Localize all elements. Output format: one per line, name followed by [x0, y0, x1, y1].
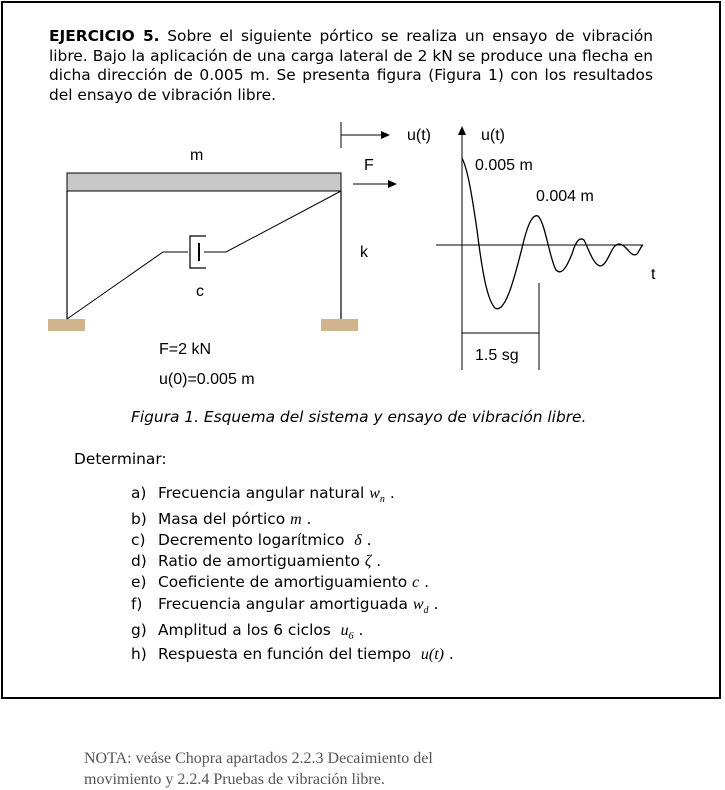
- peak-2-label: 0.004 m: [536, 188, 594, 205]
- task-item: [131, 645, 454, 664]
- task-suffix: .: [306, 510, 312, 528]
- peak-1-label: 0.005 m: [475, 157, 533, 174]
- exercise-heading: EJERCICIO 5.: [49, 27, 160, 45]
- task-suffix: .: [358, 621, 364, 639]
- frame-diagram: [48, 122, 431, 388]
- exercise-text: Sobre el siguiente pórtico se realiza un ensayo de vibración libre. Bajo la aplicación de una carga lateral de 2 kN se produce una flecha en dicha dirección de 0.005 m. Se presenta figura (Figura 1) con los resultados del ensayo de vibración libre.: [49, 27, 653, 104]
- task-symbol: $u_6$: [340, 622, 354, 643]
- task-label: a): [131, 484, 147, 502]
- task-label: b): [131, 510, 147, 528]
- task-text: Decremento logarítmico: [158, 531, 345, 549]
- task-text: Masa del pórtico: [158, 510, 286, 528]
- task-symbol: $w_d$: [412, 596, 429, 617]
- task-symbol: δ: [354, 532, 362, 549]
- task-item: [131, 573, 429, 592]
- period-label: 1.5 sg: [475, 347, 519, 364]
- task-label: c): [131, 531, 146, 549]
- task-item: [131, 510, 311, 529]
- footnote: NOTA: veáse Chopra apartados 2.2.3 Decaimiento del movimiento y 2.2.4 Pruebas de vibración libre.: [84, 750, 433, 788]
- given-initial-displacement: u(0)=0.005 m: [159, 371, 255, 388]
- task-label: g): [131, 621, 147, 639]
- task-suffix: .: [424, 573, 430, 591]
- task-suffix: .: [433, 595, 439, 613]
- task-item: [131, 621, 363, 642]
- task-symbol: m: [290, 511, 302, 528]
- task-text: Frecuencia angular natural: [158, 484, 365, 502]
- task-item: [131, 552, 381, 571]
- task-label: f): [131, 595, 143, 613]
- task-symbol: ζ: [364, 553, 372, 570]
- task-item: [131, 595, 438, 616]
- right-support: [321, 319, 358, 331]
- task-suffix: .: [389, 484, 395, 502]
- plot-x-label: t: [651, 266, 656, 283]
- determinar-heading: Determinar:: [74, 450, 167, 468]
- task-suffix: .: [366, 531, 372, 549]
- task-label: e): [131, 573, 147, 591]
- figure-caption: Figura 1. Esquema del sistema y ensayo de vibración libre.: [131, 408, 587, 426]
- displacement-arrowhead: [381, 131, 390, 139]
- task-label: h): [131, 645, 147, 663]
- mass-label: m: [190, 147, 204, 164]
- task-symbol: u(t): [420, 646, 444, 663]
- task-text: Respuesta en función del tiempo: [158, 645, 412, 663]
- decaying-response-curve: [462, 158, 643, 309]
- task-suffix: .: [448, 645, 454, 663]
- damper-label: c: [196, 283, 204, 300]
- force-arrowhead: [388, 180, 397, 188]
- task-symbol: $w_n$: [369, 485, 385, 506]
- response-plot: [436, 126, 656, 370]
- task-text: Amplitud a los 6 ciclos: [158, 621, 331, 639]
- task-item: [131, 531, 372, 550]
- spring-label: k: [360, 244, 368, 261]
- plot-y-label: u(t): [481, 127, 505, 144]
- task-text: Frecuencia angular amortiguada: [158, 595, 408, 613]
- y-axis-arrowhead: [458, 126, 466, 135]
- task-symbol: c: [412, 574, 420, 591]
- damper-brace-upper: [204, 191, 341, 252]
- force-label: F: [364, 157, 374, 174]
- task-text: Ratio de amortiguamiento: [158, 552, 360, 570]
- task-label: d): [131, 552, 147, 570]
- task-item: [131, 484, 395, 505]
- given-force: F=2 kN: [159, 341, 212, 358]
- mass-beam: [67, 173, 341, 191]
- damper-brace: [67, 252, 188, 319]
- left-support: [48, 319, 85, 331]
- task-suffix: .: [376, 552, 382, 570]
- task-text: Coeficiente de amortiguamiento: [158, 573, 408, 591]
- displacement-label: u(t): [407, 127, 431, 144]
